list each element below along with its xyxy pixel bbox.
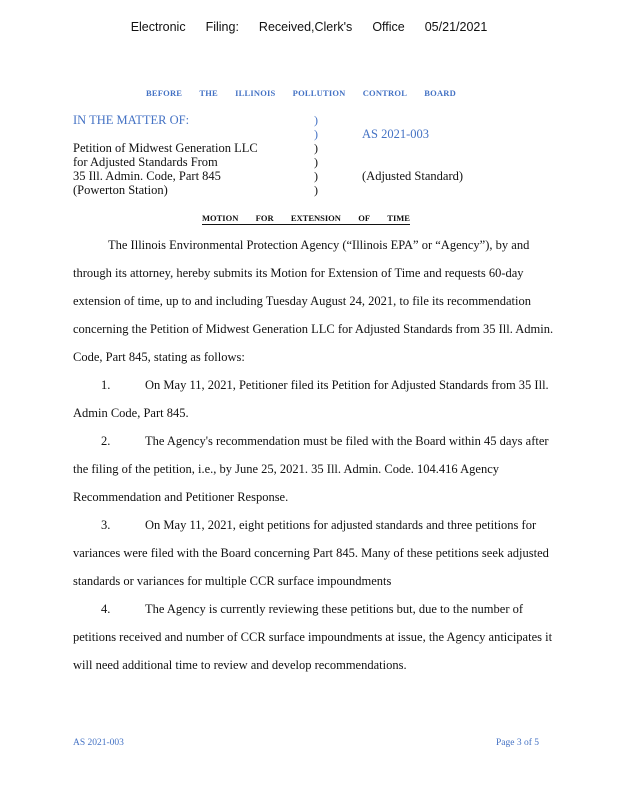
motion-title-word: TIME: [387, 213, 410, 223]
body-line: Recommendation and Petitioner Response.: [73, 490, 289, 504]
petition-line: 35 Ill. Admin. Code, Part 845: [73, 169, 221, 183]
caption-paren: ): [314, 113, 318, 127]
body-line: Admin Code, Part 845.: [73, 406, 189, 420]
stamp-filing: Filing:: [205, 20, 239, 34]
board-header-word: ILLINOIS: [235, 88, 276, 98]
motion-title-word: MOTION: [202, 213, 239, 223]
caption-paren: ): [314, 141, 318, 155]
board-header-word: CONTROL: [362, 88, 408, 98]
caption-paren: ): [314, 127, 318, 141]
body-line: Code, Part 845, stating as follows:: [73, 350, 245, 364]
body-line: The Agency's recommendation must be filed with the Board within 45 days after: [145, 434, 549, 448]
motion-title-word: FOR: [255, 213, 274, 223]
caption-paren: ): [314, 155, 318, 169]
body-line: On May 11, 2021, Petitioner filed its Petition for Adjusted Standards from 35 Ill.: [145, 378, 549, 392]
paragraph-number: 3.: [101, 518, 111, 532]
stamp-office: Office: [372, 20, 405, 34]
body-line: The Illinois Environmental Protection Agency (“Illinois EPA” or “Agency”), by and: [108, 238, 530, 252]
body-line: standards or variances for multiple CCR surface impoundments: [73, 574, 392, 588]
board-header-word: BOARD: [424, 88, 456, 98]
case-number: AS 2021-003: [362, 127, 430, 141]
filing-stamp: [0, 20, 618, 34]
footer-page-number: Page 3 of 5: [496, 738, 540, 748]
body-line: The Agency is currently reviewing these petitions but, due to the number of: [145, 602, 524, 616]
motion-title: [202, 213, 410, 225]
body-line: the filing of the petition, i.e., by June 25, 2021. 35 Ill. Admin. Code. 104.416 Agency: [73, 462, 499, 476]
petition-line: (Powerton Station): [73, 183, 168, 197]
stamp-date: 05/21/2021: [424, 20, 488, 34]
paragraph-number: 2.: [101, 434, 111, 448]
motion-title-word: OF: [358, 213, 371, 223]
petition-line: Petition of Midwest Generation LLC: [73, 141, 258, 155]
matter-heading: IN THE MATTER OF:: [73, 113, 190, 127]
board-header: [146, 88, 456, 98]
petition-line: for Adjusted Standards From: [73, 155, 218, 169]
board-header-word: BEFORE: [146, 88, 183, 98]
caption-paren: ): [314, 169, 318, 183]
body-line: concerning the Petition of Midwest Generation LLC for Adjusted Standards from 35 Ill. Admin.: [73, 322, 554, 336]
paragraph-number: 4.: [101, 602, 111, 616]
case-type: (Adjusted Standard): [362, 169, 464, 183]
paragraph-number: 1.: [101, 378, 111, 392]
board-header-word: POLLUTION: [292, 88, 346, 98]
body-line: On May 11, 2021, eight petitions for adjusted standards and three petitions for: [145, 518, 537, 532]
footer-case-number: AS 2021-003: [73, 738, 124, 748]
caption-paren: ): [314, 183, 318, 197]
body-line: petitions received and number of CCR surface impoundments at issue, the Agency anticipates it: [73, 630, 553, 644]
board-header-word: THE: [199, 88, 218, 98]
stamp-received: Received,Clerk's: [258, 20, 353, 34]
body-line: extension of time, up to and including Tuesday August 24, 2021, to file its recommendation: [73, 294, 531, 308]
body-line: variances were filed with the Board concerning Part 845. Many of these petitions seek adjusted: [73, 546, 549, 560]
body-line: will need additional time to review and develop recommendations.: [73, 658, 407, 672]
stamp-electronic: Electronic: [130, 20, 186, 34]
motion-title-word: EXTENSION: [290, 213, 341, 223]
body-line: through its attorney, hereby submits its Motion for Extension of Time and requests 60-day: [73, 266, 524, 280]
